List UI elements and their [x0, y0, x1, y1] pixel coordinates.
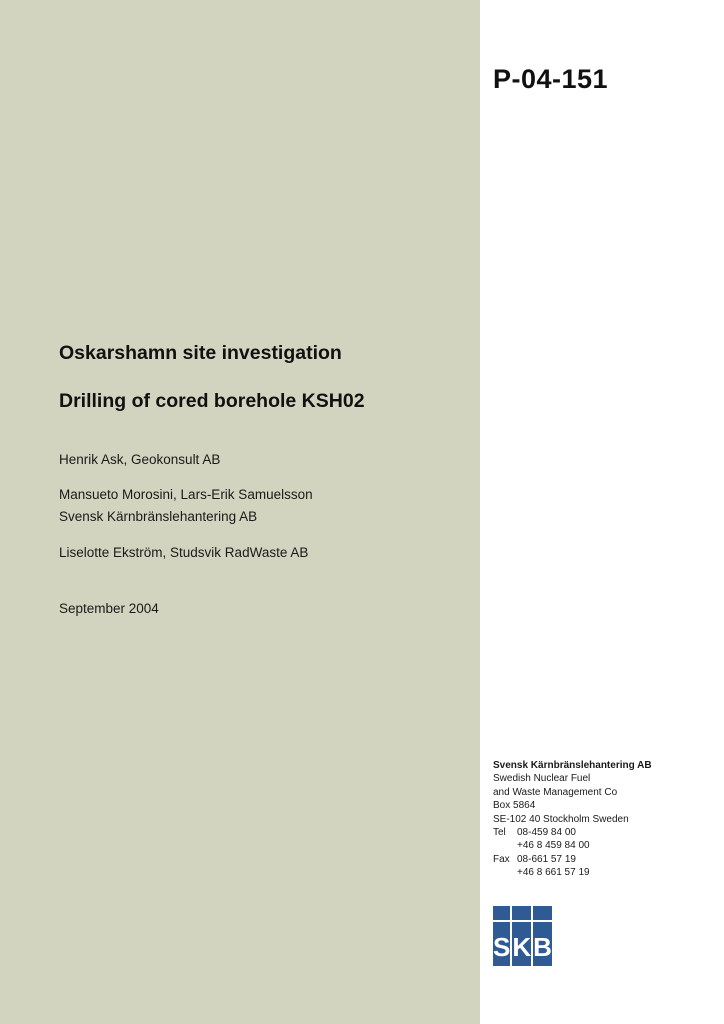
publisher-tel [493, 826, 721, 839]
logo-column: S [493, 906, 510, 966]
author-affiliation: Svensk Kärnbränslehantering AB [59, 509, 258, 524]
author-line: Henrik Ask, Geokonsult AB [59, 452, 221, 467]
report-title-line-1: Oskarshamn site investigation [59, 342, 342, 364]
author-line: Mansueto Morosini, Lars-Erik Samuelsson [59, 487, 313, 502]
report-title-line-2: Drilling of cored borehole KSH02 [59, 390, 365, 412]
publisher-fax-international [493, 866, 721, 879]
tel-number: 08-459 84 00 [517, 827, 576, 839]
fax-number: 08-661 57 19 [517, 853, 576, 865]
publication-date: September 2004 [59, 601, 159, 616]
publisher-box: Box 5864 [493, 800, 536, 812]
logo-column: B [533, 906, 552, 966]
fax-label: Fax [493, 853, 510, 865]
publisher-subtitle: and Waste Management Co [493, 786, 618, 798]
logo-column: K [512, 906, 531, 966]
publisher-address: SE-102 40 Stockholm Sweden [493, 813, 629, 825]
fax-number-international: +46 8 661 57 19 [517, 867, 590, 879]
publisher-fax [493, 853, 721, 866]
skb-logo [493, 906, 552, 966]
publisher-name: Svensk Kärnbränslehantering AB [493, 760, 652, 771]
author-line: Liselotte Ekström, Studsvik RadWaste AB [59, 545, 309, 560]
tel-label: Tel [493, 827, 506, 839]
report-number: P-04-151 [493, 64, 609, 94]
publisher-contact-block [493, 759, 721, 880]
publisher-tel-international [493, 839, 721, 852]
publisher-subtitle: Swedish Nuclear Fuel [493, 773, 591, 785]
tel-number-international: +46 8 459 84 00 [517, 840, 590, 852]
